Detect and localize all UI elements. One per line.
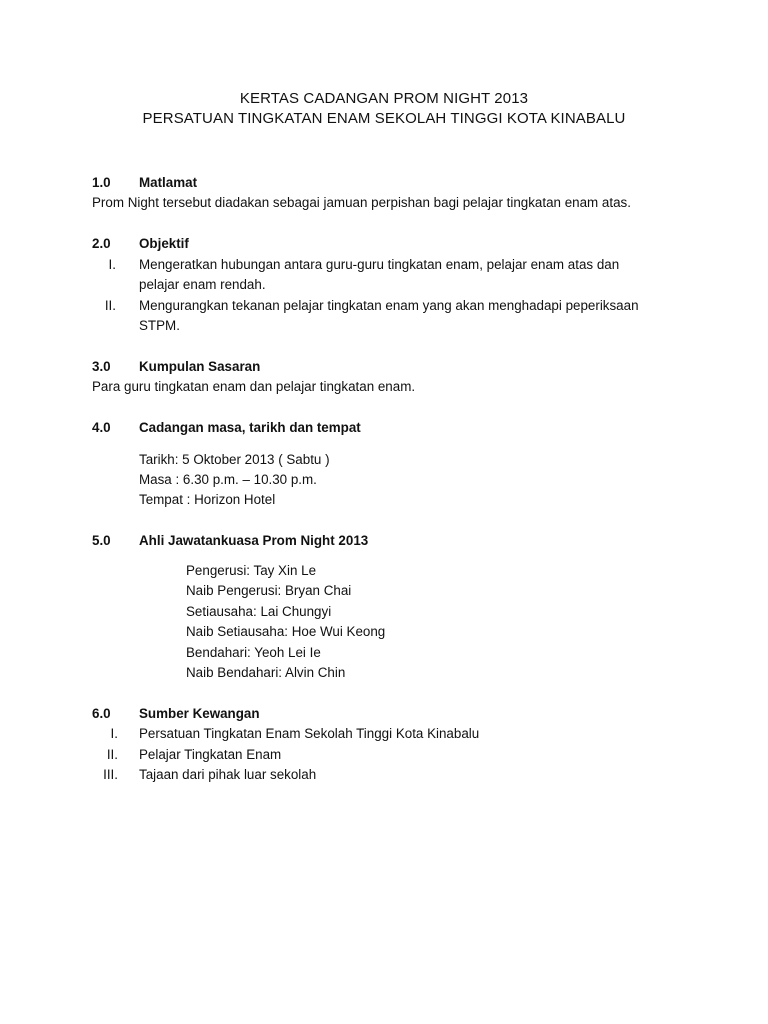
section-1-heading: Matlamat xyxy=(139,175,198,190)
committee-member: Naib Setiausaha: Hoe Wui Keong xyxy=(186,624,386,639)
section-2-item-2-line-1: Mengurangkan tekanan pelajar tingkatan enam yang akan menghadapi peperiksaan xyxy=(139,298,639,313)
committee-member: Naib Bendahari: Alvin Chin xyxy=(186,665,346,680)
section-5-heading: Ahli Jawatankuasa Prom Night 2013 xyxy=(139,533,369,548)
section-5-number: 5.0 xyxy=(92,533,111,548)
section-2-item-1-line-2: pelajar enam rendah. xyxy=(139,277,266,292)
section-2-number: 2.0 xyxy=(92,236,111,251)
section-6-item-1-text: Persatuan Tingkatan Enam Sekolah Tinggi Kota Kinabalu xyxy=(139,726,480,741)
section-3-heading: Kumpulan Sasaran xyxy=(139,359,261,374)
section-6-item-3-text: Tajaan dari pihak luar sekolah xyxy=(139,767,317,782)
committee-member: Bendahari: Yeoh Lei Ie xyxy=(186,645,321,660)
event-venue: Tempat : Horizon Hotel xyxy=(139,492,276,507)
section-4-heading: Cadangan masa, tarikh dan tempat xyxy=(139,420,361,435)
section-1-number: 1.0 xyxy=(92,175,111,190)
event-time: Masa : 6.30 p.m. – 10.30 p.m. xyxy=(139,472,317,487)
section-2-item-1-marker: I. xyxy=(108,257,116,272)
section-4-number: 4.0 xyxy=(92,420,111,435)
section-6-heading: Sumber Kewangan xyxy=(139,706,260,721)
committee-member: Naib Pengerusi: Bryan Chai xyxy=(186,583,352,598)
section-2-item-1-line-1: Mengeratkan hubungan antara guru-guru tingkatan enam, pelajar enam atas dan xyxy=(139,257,620,272)
document-title-line-1: KERTAS CADANGAN PROM NIGHT 2013 xyxy=(239,90,529,107)
section-6-item-2-marker: II. xyxy=(106,747,118,762)
section-6-item-2-text: Pelajar Tingkatan Enam xyxy=(139,747,282,762)
section-1-body: Prom Night tersebut diadakan sebagai jamuan perpishan bagi pelajar tingkatan enam atas. xyxy=(92,195,631,210)
section-6-item-3-marker: III. xyxy=(103,767,118,782)
section-2-item-2-line-2: STPM. xyxy=(139,318,180,333)
section-3-body: Para guru tingkatan enam dan pelajar tingkatan enam. xyxy=(92,379,416,394)
event-date: Tarikh: 5 Oktober 2013 ( Sabtu ) xyxy=(139,452,330,467)
section-6-number: 6.0 xyxy=(92,706,111,721)
section-2-heading: Objektif xyxy=(139,236,189,251)
document-title-line-2: PERSATUAN TINGKATAN ENAM SEKOLAH TINGGI KOTA KINABALU xyxy=(142,110,626,127)
section-6-item-1-marker: I. xyxy=(110,726,118,741)
committee-member: Pengerusi: Tay Xin Le xyxy=(186,563,317,578)
section-3-number: 3.0 xyxy=(92,359,111,374)
committee-member: Setiausaha: Lai Chungyi xyxy=(186,604,332,619)
section-2-item-2-marker: II. xyxy=(104,298,116,313)
